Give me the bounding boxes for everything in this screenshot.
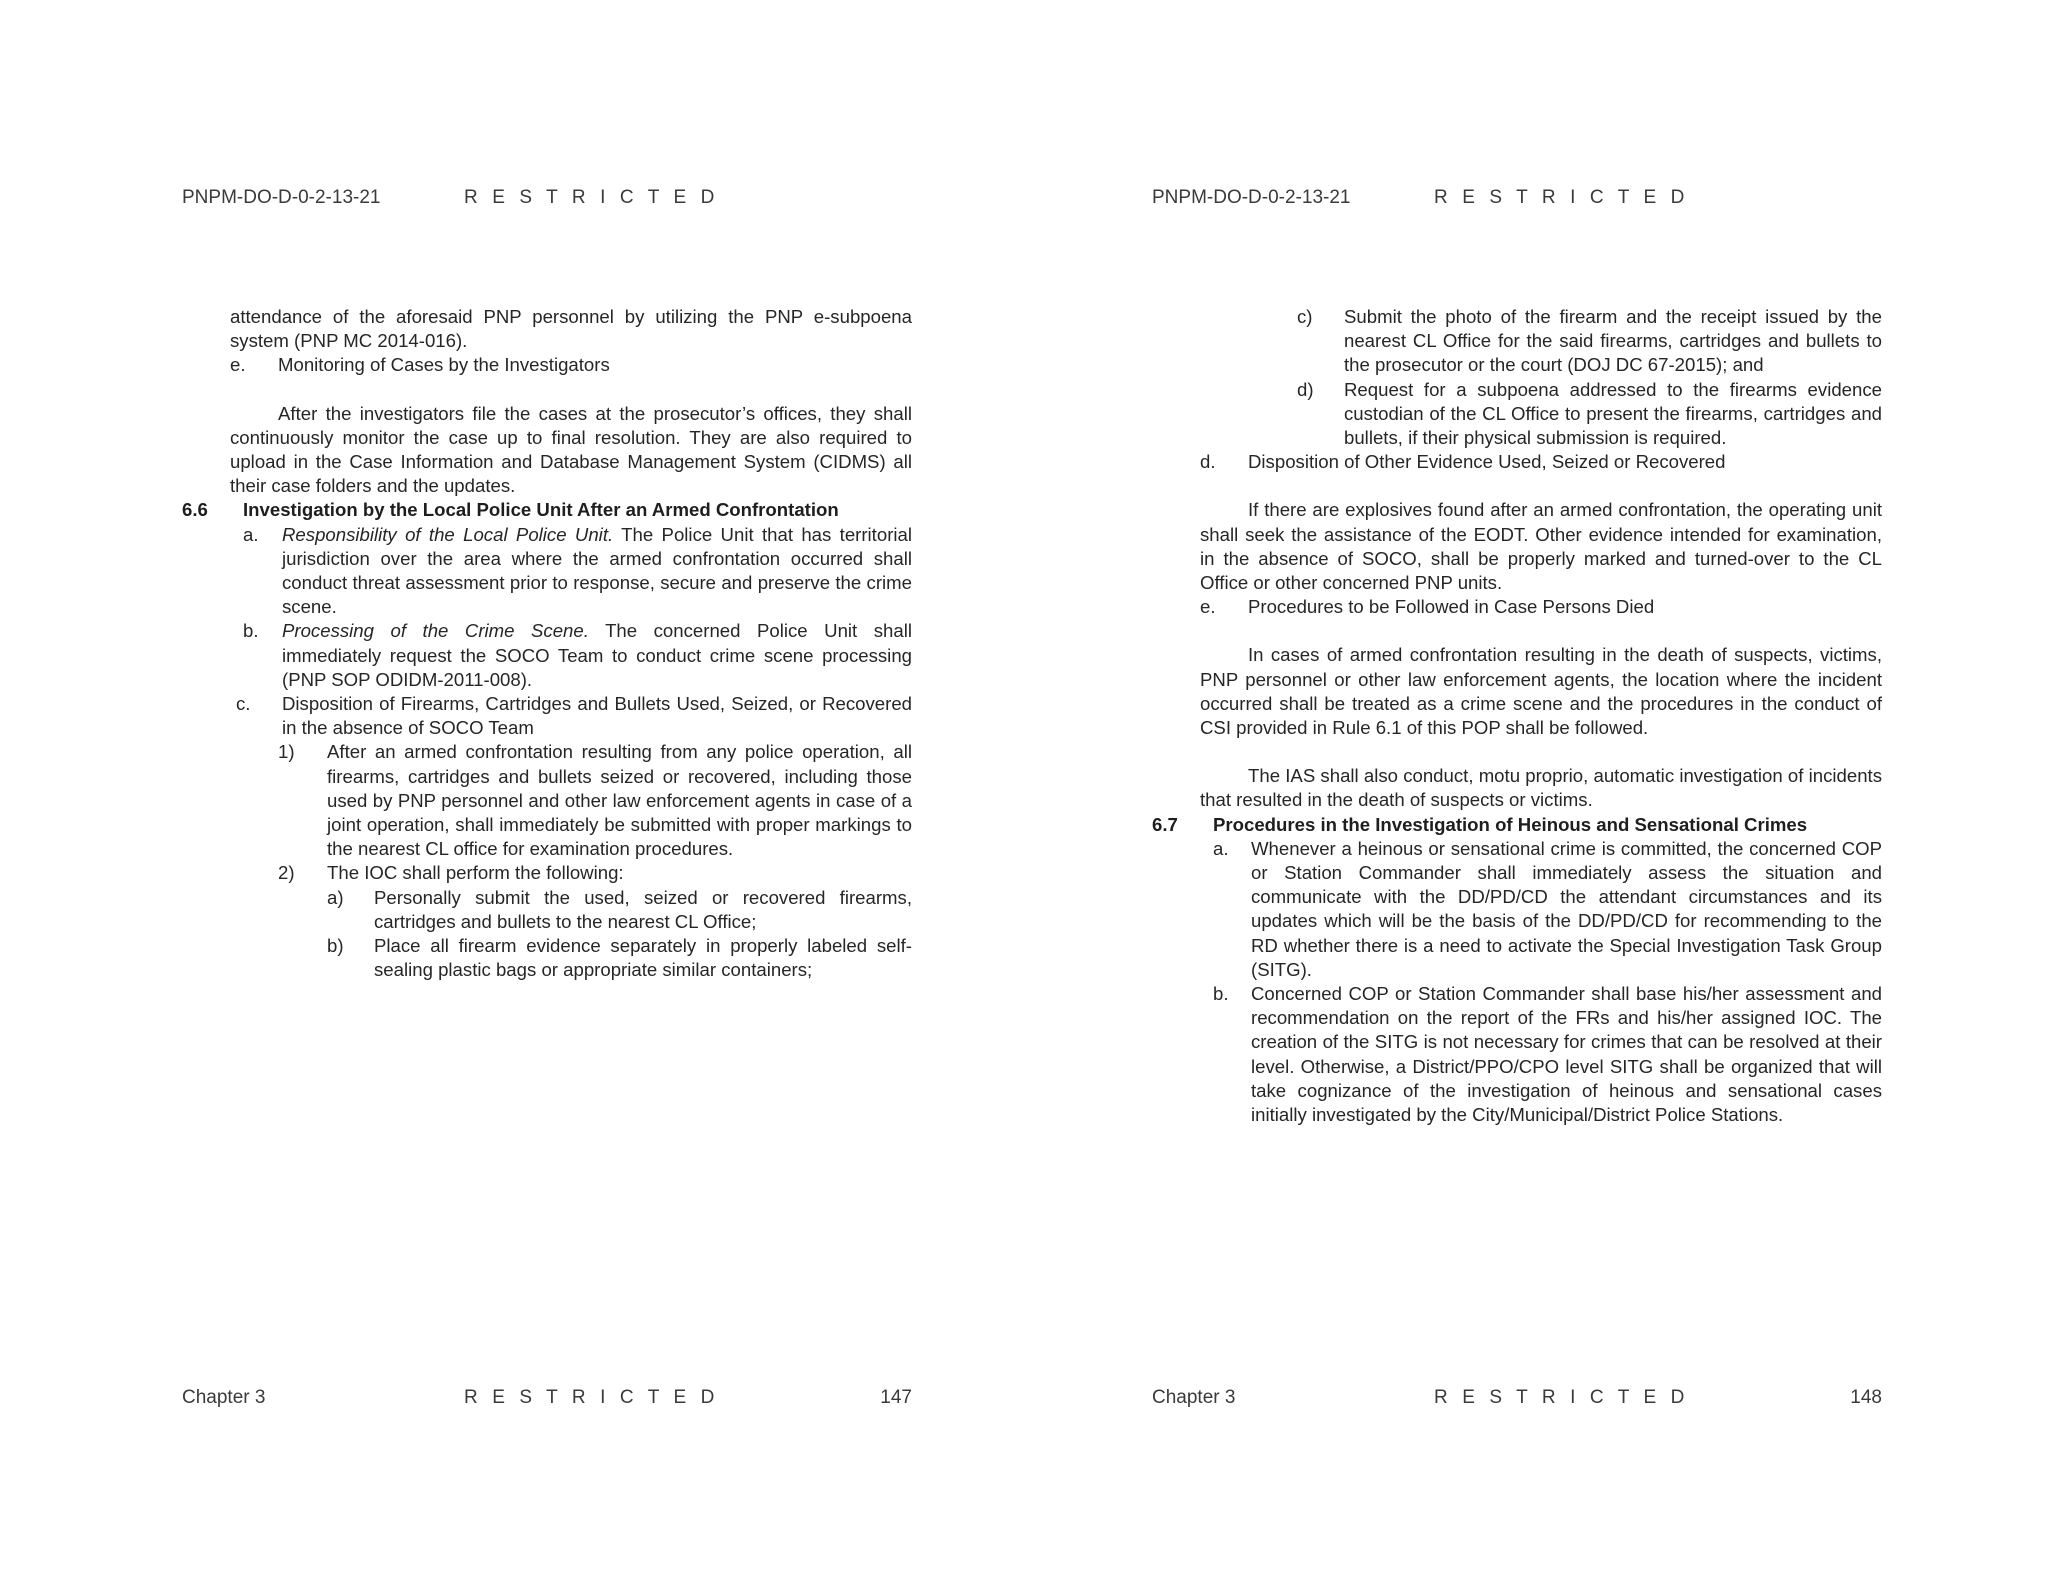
subsection-label: d.: [1200, 451, 1216, 473]
item-text: Place all firearm evidence separately in properly labeled self-sealing plastic bags or appropriate similar containers;: [374, 935, 912, 981]
monitoring-paragraph: After the investigators file the cases at the prosecutor’s offices, they shall continuously monitor the case up to final resolution. They are also required to upload in the Case Information and Database Management System (CIDMS) all their case folders and the updates.: [230, 402, 912, 497]
item-label: c.: [236, 693, 251, 715]
item-label: b): [327, 935, 344, 957]
right-page: [1152, 0, 1892, 1582]
item-text: Whenever a heinous or sensational crime is committed, the concerned COP or Station Commander shall immediately assess the situation and communicate with the DD/PD/CD the attendant circumstances and its updates which will be the basis of the DD/PD/CD for recommending to the RD whether there is a need to activate the Special Investigation Task Group (SITG).: [1251, 837, 1882, 980]
document-code: PNPM-DO-D-0-2-13-21: [182, 187, 381, 208]
item-label: c): [1297, 306, 1313, 327]
continued-paragraph: attendance of the aforesaid PNP personnel by utilizing the PNP e-subpoena system (PNP MC 2014-016).: [230, 306, 912, 352]
classification-label: R E S T R I C T E D: [1434, 187, 1689, 208]
item-text: After an armed confrontation resulting from any police operation, all firearms, cartridges and bullets seized or recovered, including those used by PNP personnel and other law enforcement agents in case of a joint operation, shall immediately be submitted with proper markings to the nearest CL office for examination procedures.: [327, 741, 912, 860]
other-evidence-paragraph: If there are explosives found after an armed confrontation, the operating unit shall seek the assistance of the EODT. Other evidence intended for examination, in the absence of SOCO, shall be properly marked and turned-over to the CL Office or other concerned PNP units.: [1200, 499, 1882, 594]
section-number: 6.6: [182, 499, 208, 521]
page-number: 147: [880, 1387, 912, 1408]
item-label: a.: [243, 523, 259, 545]
item-label: a.: [1213, 837, 1229, 859]
item-text: Personally submit the used, seized or recovered firearms, cartridges and bullets to the nearest CL Office;: [374, 886, 912, 932]
persons-died-paragraph: In cases of armed confrontation resulting in the death of suspects, victims, PNP personnel or other law enforcement agents, the location where the incident occurred shall be treated as a crime scene and the procedures in the conduct of CSI provided in Rule 6.1 of this POP shall be followed.: [1200, 644, 1882, 739]
item-label: 1): [278, 741, 295, 763]
chapter-label: Chapter 3: [182, 1387, 266, 1408]
item-label: b.: [243, 620, 259, 642]
item-c-2-d: [1152, 378, 1882, 451]
ias-paragraph: The IAS shall also conduct, motu proprio, automatic investigation of incidents that resulted in the death of suspects or victims.: [1200, 765, 1882, 811]
page-body: [182, 305, 912, 982]
subsection-d-heading: [1152, 450, 1882, 474]
item-label: b.: [1213, 983, 1229, 1005]
item-label: d): [1297, 378, 1314, 400]
subsection-title: Disposition of Other Evidence Used, Seized or Recovered: [1248, 451, 1726, 473]
item-c-2: [182, 861, 912, 885]
item-text: Submit the photo of the firearm and the receipt issued by the nearest CL Office for the said firearms, cartridges and bullets to the prosecutor or the court (DOJ DC 67-2015); and: [1344, 306, 1882, 376]
item-c-2-a: [182, 886, 912, 934]
item-c-2-c: [1152, 305, 1882, 378]
item-text: The Police Unit that has territorial jurisdiction over the area where the armed confrontation occurred shall conduct threat assessment prior to response, secure and preserve the crime scene.: [282, 523, 912, 618]
page-body: [1152, 305, 1882, 1127]
subsection-title: Procedures to be Followed in Case Persons Died: [1248, 596, 1655, 618]
subsection-label: e.: [230, 354, 246, 376]
section-title: Procedures in the Investigation of Heinous and Sensational Crimes: [1213, 813, 1808, 835]
item-c: [182, 692, 912, 740]
subsection-title: Monitoring of Cases by the Investigators: [278, 354, 610, 376]
item-c-2-b: [182, 934, 912, 982]
item-b: [182, 619, 912, 692]
subsection-e-heading: [182, 353, 912, 377]
item-text: Disposition of Firearms, Cartridges and Bullets Used, Seized, or Recovered in the absence of SOCO Team: [282, 693, 912, 739]
section-title: Investigation by the Local Police Unit After an Armed Confrontation: [243, 499, 839, 521]
classification-label: R E S T R I C T E D: [464, 187, 719, 208]
item-a: [1152, 837, 1882, 982]
item-a: [182, 523, 912, 620]
item-text: The IOC shall perform the following:: [327, 862, 624, 884]
subsection-label: e.: [1200, 596, 1216, 618]
left-page: [182, 0, 922, 1582]
section-number: 6.7: [1152, 813, 1178, 835]
item-label: 2): [278, 862, 295, 884]
subsection-e-heading: [1152, 595, 1882, 619]
item-b: [1152, 982, 1882, 1127]
page-number: 148: [1850, 1387, 1882, 1408]
classification-label: R E S T R I C T E D: [464, 1387, 719, 1408]
chapter-label: Chapter 3: [1152, 1387, 1236, 1408]
section-6-6-heading: [182, 498, 912, 522]
item-c-1: [182, 740, 912, 861]
item-label: a): [327, 886, 344, 908]
section-6-7-heading: [1152, 813, 1882, 837]
item-italic-lead: Processing of the Crime Scene.: [282, 620, 589, 642]
item-italic-lead: Responsibility of the Local Police Unit.: [282, 523, 614, 545]
item-text: Request for a subpoena addressed to the firearms evidence custodian of the CL Office to present the firearms, cartridges and bullets, if their physical submission is required.: [1344, 378, 1882, 449]
document-code: PNPM-DO-D-0-2-13-21: [1152, 187, 1351, 208]
classification-label: R E S T R I C T E D: [1434, 1387, 1689, 1408]
item-text: The concerned Police Unit shall immediately request the SOCO Team to conduct crime scene processing (PNP SOP ODIDM-2011-008).: [282, 620, 912, 690]
item-text: Concerned COP or Station Commander shall base his/her assessment and recommendation on the report of the FRs and his/her assigned IOC. The creation of the SITG is not necessary for crimes that can be resolved at their level. Otherwise, a District/PPO/CPO level SITG shall be organized that will take cognizance of the investigation of heinous and sensational cases initially investigated by the City/Municipal/District Police Stations.: [1251, 983, 1882, 1126]
